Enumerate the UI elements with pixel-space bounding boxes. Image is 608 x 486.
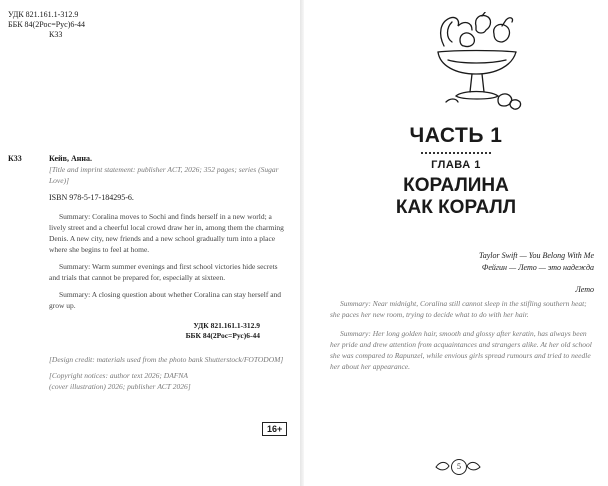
entry-code: К33 (8, 154, 22, 163)
chapter-number: ГЛАВА 1 (431, 159, 481, 171)
catalog-entry (8, 153, 290, 203)
annotation-paragraph: Summary: A closing question about whether Coralina can stay herself and grow up. (49, 290, 282, 310)
entry-description: [Title and imprint statement: publisher ACT, 2026; 352 pages; series (Sugar Love)] (49, 165, 279, 185)
epigraph-line: Фейгин — Лето — это надежда (481, 263, 594, 272)
annotation-paragraph: Summary: Warm summer evenings and first school victories hide secrets and trials that cannot be prepared for, especially at sixteen. (49, 262, 278, 282)
chapter-body (330, 298, 592, 380)
author-mark: К33 (49, 30, 63, 39)
left-page (0, 0, 300, 486)
dotted-divider (421, 152, 491, 154)
copyright-notices: [Copyright notices: author text 2026; DAFNA (cover illustration) 2026; publisher АСТ 2026] (49, 371, 191, 391)
epigraph-line: Taylor Swift — You Belong With Me (479, 251, 594, 260)
entry-author: Кейв, Анна. (49, 154, 92, 163)
page-number-ornament (434, 456, 482, 478)
right-page (304, 0, 608, 486)
part-title: ЧАСТЬ 1 (409, 124, 503, 147)
isbn: ISBN 978-5-17-184295-6. (49, 193, 134, 202)
design-credits: [Design credit: materials used from the photo bank Shutterstock/FOTODOM] (49, 355, 284, 364)
bbk-code: ББК 84(2Рос=Рус)6-44 (8, 20, 86, 29)
chapter-title-line: КАК КОРАЛЛ (395, 197, 517, 218)
body-paragraph: Summary: Her long golden hair, smooth and glossy after keratin, has always been her pride and drew attention from acquaintances and strangers alike. At her old school she was compared to Rapunzel, while envious girls spread rumours and tried to needle her about her appearance. (330, 329, 592, 371)
epigraph-extra: Лето (575, 285, 594, 294)
catalog-codes (8, 10, 290, 40)
age-rating-badge: 16+ (262, 422, 287, 436)
epigraph (479, 250, 594, 296)
chapter-heading (304, 124, 608, 219)
annotation-paragraph: Summary: Coralina moves to Sochi and finds herself in a new world; a lively street and a cheerful local crowd draw her in, among them the charming Denis. A new city, new friends and a new school gradually turn into a place where she begins to feel at home. (49, 212, 284, 254)
book-annotation (49, 211, 290, 311)
page-number: 5 (451, 459, 467, 475)
chapter-title (304, 175, 608, 219)
body-paragraph: Summary: Near midnight, Coralina still cannot sleep in the stifling southern heat; she paces her new room, trying to decide what to do with her hair. (330, 299, 587, 319)
classification-codes (8, 321, 290, 341)
chapter-title-line: КОРАЛИНА (403, 175, 509, 196)
udc-code: УДК 821.161.1-312.9 (193, 321, 260, 330)
udc-code: УДК 821.161.1-312.9 (8, 10, 79, 19)
fruit-bowl-illustration (426, 12, 526, 114)
bbk-code: ББК 84(2Рос=Рус)6-44 (185, 331, 260, 340)
